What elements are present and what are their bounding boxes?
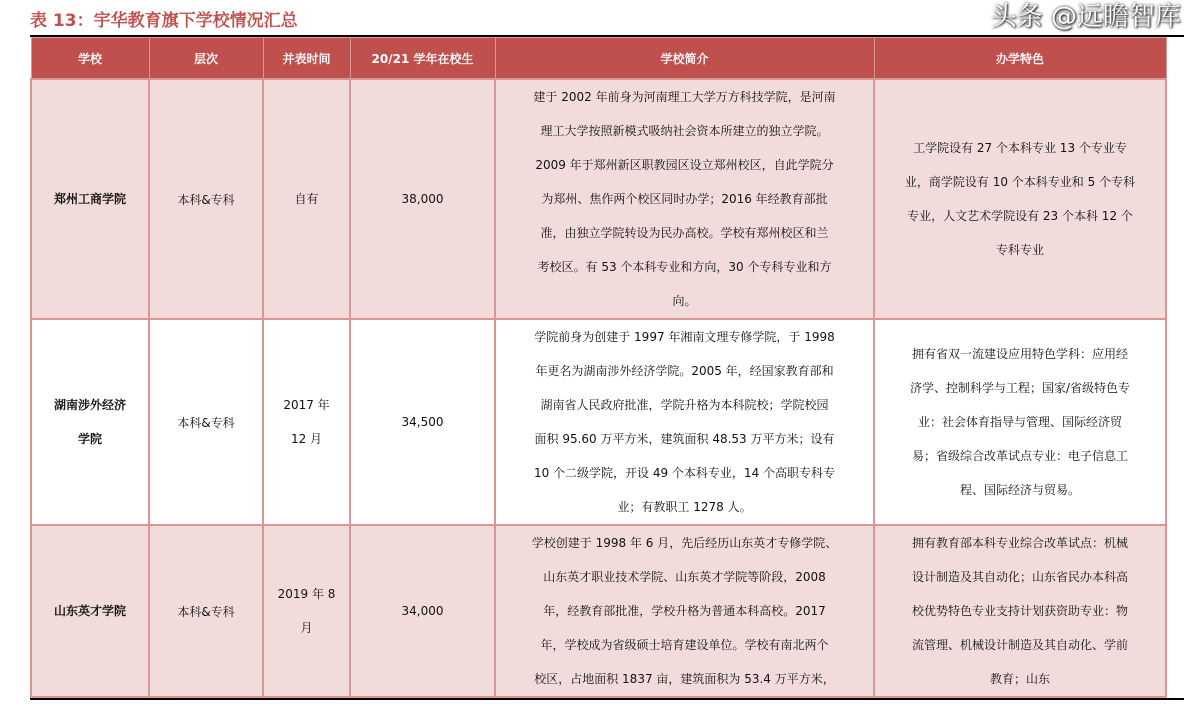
school-level: 本科&专科	[149, 319, 263, 525]
table-caption: 表 13：宇华教育旗下学校情况汇总	[30, 11, 298, 31]
text-line: 校区，占地面积 1837 亩，建筑面积为 53.4 万平方米，	[534, 672, 835, 686]
school-level: 本科&专科	[149, 79, 263, 319]
text-line: 学院	[77, 432, 102, 446]
text-line: 山东英才职业技术学院、山东英才学院等阶段，2008	[543, 570, 826, 584]
school-name	[31, 319, 149, 525]
school-intro	[495, 319, 874, 525]
school-name	[31, 525, 149, 697]
text-line: 学校创建于 1998 年 6 月，先后经历山东英才专修学院、	[531, 536, 838, 550]
student-count: 34,500	[350, 319, 495, 525]
text-line: 专科专业	[995, 243, 1044, 257]
text-line: 拥有教育部本科专业综合改革试点：机械	[911, 536, 1128, 550]
text-line: 拥有省双一流建设应用特色学科：应用经	[911, 347, 1128, 361]
text-line: 校优势特色专业支持计划获资助专业：物	[911, 604, 1128, 618]
header-students: 20/21 学年在校生	[350, 38, 495, 80]
header-time: 并表时间	[263, 38, 350, 80]
school-intro	[495, 79, 874, 319]
text-line: 理工大学按照新模式吸纳社会资本所建立的独立学院。	[540, 124, 829, 138]
student-count: 34,000	[350, 525, 495, 697]
text-line: 流管理、机械设计制造及其自动化、学前	[911, 638, 1128, 652]
text-line: 建于 2002 年前身为河南理工大学万方科技学院，是河南	[533, 90, 836, 104]
text-line: 2017 年	[283, 398, 330, 412]
header-school: 学校	[31, 38, 149, 80]
school-features	[874, 525, 1166, 697]
school-level: 本科&专科	[149, 525, 263, 697]
table-row	[31, 79, 1166, 319]
school-features	[874, 319, 1166, 525]
bottom-rule	[30, 698, 1184, 700]
text-line: 年更名为湖南涉外经济学院。2005 年，经国家教育部和	[535, 364, 834, 378]
watermark: 头条 @远瞻智库	[990, 2, 1181, 32]
text-line: 年，学校成为省级硕士培育建设单位。学校有南北两个	[540, 638, 829, 652]
text-line: 2009 年于郑州新区职教园区设立郑州校区，自此学院分	[535, 158, 834, 172]
text-line: 向。	[672, 294, 697, 308]
text-line: 业；有教职工 1278 人。	[617, 500, 752, 514]
school-table	[30, 37, 1167, 698]
text-line: 湖南涉外经济	[53, 398, 126, 412]
text-line: 济学、控制科学与工程；国家/省级特色专	[909, 381, 1131, 395]
text-line: 工学院设有 27 个本科专业 13 个专业专	[913, 141, 1127, 155]
consolidation-time	[263, 525, 350, 697]
text-line: 自有	[294, 192, 319, 206]
header-row	[31, 38, 1166, 80]
text-line: 业：社会体育指导与管理、国际经济贸	[917, 415, 1122, 429]
text-line: 设计制造及其自动化；山东省民办本科高	[911, 570, 1128, 584]
school-features	[874, 79, 1166, 319]
text-line: 年，经教育部批准，学校升格为普通本科高校。2017	[543, 604, 826, 618]
text-line: 专业，人文艺术学院设有 23 个本科 12 个	[907, 209, 1133, 223]
text-line: 为郑州、焦作两个校区同时办学；2016 年经教育部批	[541, 192, 828, 206]
text-line: 业，商学院设有 10 个本科专业和 5 个专科	[904, 175, 1136, 189]
text-line: 湖南省人民政府批准，学院升格为本科院校；学院校园	[540, 398, 829, 412]
text-line: 郑州工商学院	[53, 192, 126, 206]
text-line: 程、国际经济与贸易。	[959, 483, 1080, 497]
school-intro	[495, 525, 874, 697]
consolidation-time	[263, 79, 350, 319]
header-features: 办学特色	[874, 38, 1166, 80]
text-line: 易；省级综合改革试点专业：电子信息工	[911, 449, 1128, 463]
text-line: 12 月	[290, 432, 323, 446]
student-count: 38,000	[350, 79, 495, 319]
text-line: 考校区。有 53 个本科专业和方向，30 个专科专业和方	[537, 260, 832, 274]
text-line: 月	[300, 621, 313, 635]
text-line: 2019 年 8	[277, 587, 336, 601]
text-line: 准，由独立学院转设为民办高校。学校有郑州校区和兰	[540, 226, 829, 240]
text-line: 山东英才学院	[53, 604, 126, 618]
table-wrapper	[30, 37, 1184, 700]
text-line: 教育；山东	[989, 672, 1050, 686]
header-level: 层次	[149, 38, 263, 80]
header-intro: 学校简介	[495, 38, 874, 80]
text-line: 面积 95.60 万平方米，建筑面积 48.53 万平方米；设有	[534, 432, 835, 446]
table-row	[31, 319, 1166, 525]
table-row	[31, 525, 1166, 697]
text-line: 学院前身为创建于 1997 年湘南文理专修学院，于 1998	[534, 330, 835, 344]
consolidation-time	[263, 319, 350, 525]
text-line: 10 个二级学院，开设 49 个本科专业，14 个高职专科专	[533, 466, 836, 480]
school-name	[31, 79, 149, 319]
